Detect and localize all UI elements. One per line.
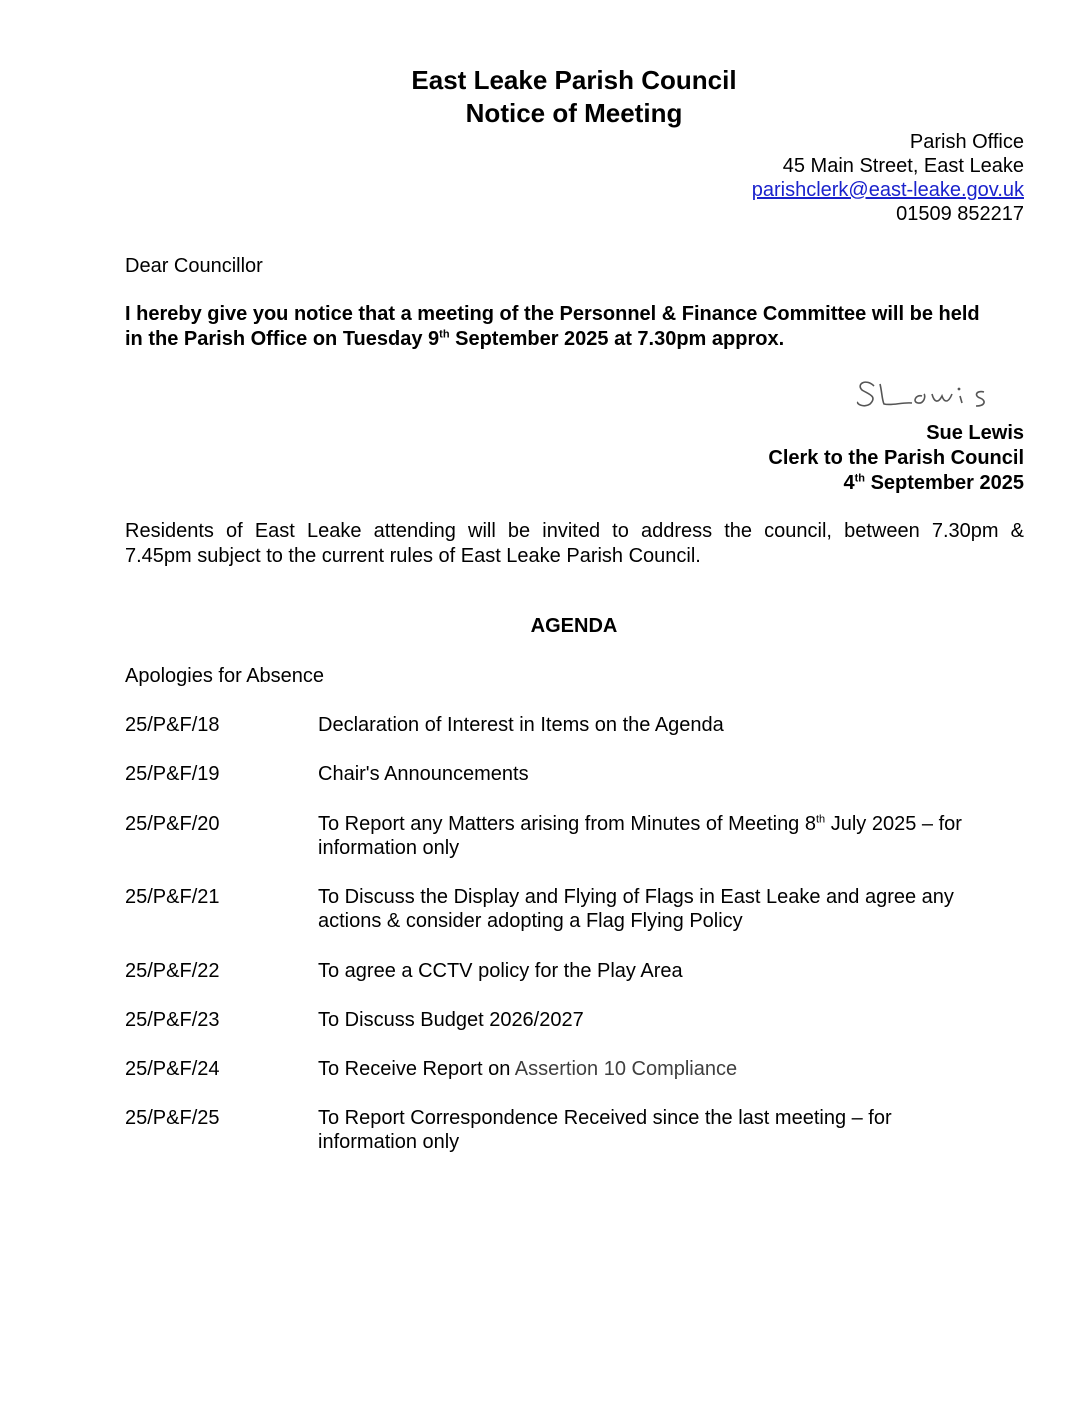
agenda-item-text: To Report Correspondence Received since the last meeting – for information only	[318, 1107, 892, 1153]
agenda-item-text: Chair's Announcements	[318, 763, 529, 785]
meeting-notice	[125, 302, 1024, 352]
notice-date: 4th September 2025	[843, 472, 1024, 494]
clerk-role: Clerk to the Parish Council	[768, 447, 1024, 469]
address-line-1: Parish Office	[909, 131, 1024, 153]
agenda-item-ref: 25/P&F/18	[125, 714, 220, 736]
agenda-item-ref: 25/P&F/24	[125, 1058, 220, 1080]
agenda-item-text: To Receive Report on Assertion 10 Compliance	[318, 1058, 738, 1080]
agenda-item-text: To Discuss Budget 2026/2027	[318, 1009, 584, 1031]
agenda-item-ref: 25/P&F/20	[125, 813, 220, 835]
agenda-item-text: Declaration of Interest in Items on the Agenda	[318, 714, 724, 736]
agenda-item-text: To Report any Matters arising from Minutes of Meeting 8th July 2025 – for information only	[318, 813, 962, 859]
signature-image	[852, 372, 1022, 414]
email-link[interactable]: parishclerk@east-leake.gov.uk	[751, 179, 1024, 201]
meeting-notice-line-2: in the Parish Office on Tuesday 9th September 2025 at 7.30pm approx.	[125, 328, 785, 350]
meeting-notice-line-1: I hereby give you notice that a meeting of the Personnel & Finance Committee will be held	[125, 303, 980, 325]
salutation: Dear Councillor	[125, 255, 263, 277]
agenda-item-ref: 25/P&F/19	[125, 763, 220, 785]
notice-title: Notice of Meeting	[465, 98, 683, 128]
agenda-item-ref: 25/P&F/23	[125, 1009, 220, 1031]
sign-off	[768, 421, 1024, 496]
phone-number: 01509 852217	[896, 203, 1024, 225]
document-title	[0, 64, 1088, 130]
agenda-item-text: To agree a CCTV policy for the Play Area	[318, 960, 683, 982]
clerk-name: Sue Lewis	[926, 422, 1024, 444]
residents-note	[125, 519, 1024, 569]
residents-note-line-1: Residents of East Leake attending will be invited to address the council, between 7.30pm &	[125, 520, 1024, 542]
agenda-heading: AGENDA	[530, 615, 618, 637]
agenda-item-text: To Discuss the Display and Flying of Flags in East Leake and agree any actions & consider adopting a Flag Flying Policy	[318, 886, 954, 932]
apologies-item: Apologies for Absence	[125, 665, 325, 687]
agenda-item-ref: 25/P&F/22	[125, 960, 220, 982]
council-name: East Leake Parish Council	[411, 65, 737, 95]
residents-note-line-2: 7.45pm subject to the current rules of East Leake Parish Council.	[125, 545, 701, 567]
agenda-item-ref: 25/P&F/21	[125, 886, 220, 908]
office-address	[752, 130, 1024, 226]
address-line-2: 45 Main Street, East Leake	[782, 155, 1024, 177]
agenda-item-ref: 25/P&F/25	[125, 1107, 220, 1129]
